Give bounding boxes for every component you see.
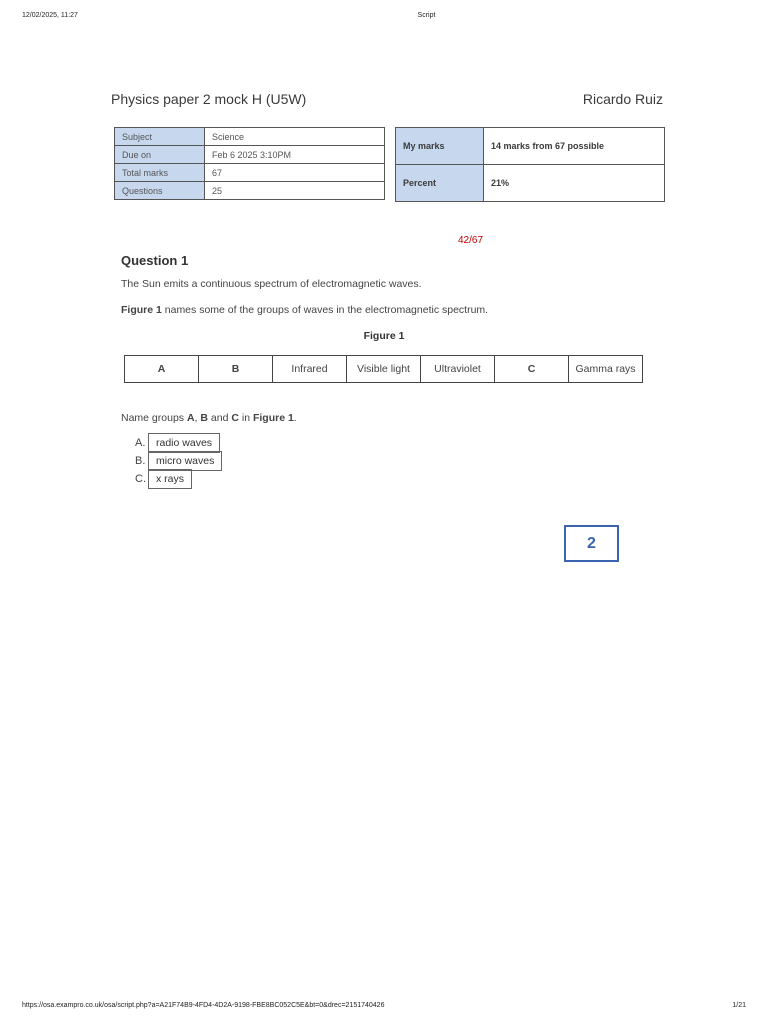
spectrum-cell-visible-light: Visible light (347, 356, 421, 383)
instr-end: . (293, 412, 297, 424)
info-value: 67 (205, 164, 385, 182)
info-label: Questions (115, 182, 205, 200)
instr-b: B (200, 412, 208, 424)
marks-row (396, 128, 665, 165)
spectrum-cell-a: A (125, 356, 199, 383)
spectrum-row (125, 356, 643, 383)
info-row-due (115, 146, 385, 164)
answer-c-letter: C. (135, 473, 146, 485)
paper-title: Physics paper 2 mock H (U5W) (111, 91, 307, 107)
figure-caption: Figure 1 (363, 330, 405, 342)
figure-ref-text: names some of the groups of waves in the electromagnetic spectrum. (161, 304, 489, 316)
instr-pre: Name groups (121, 412, 187, 424)
instr-sep2: and (207, 412, 232, 424)
paper-info-table (114, 127, 385, 200)
question-mark-badge: 2 (564, 525, 619, 562)
info-row-subject (115, 128, 385, 146)
info-label: Total marks (115, 164, 205, 182)
instr-sep1: , (194, 412, 201, 424)
answer-b-letter: B. (135, 455, 146, 467)
spectrum-table (124, 355, 643, 383)
spectrum-cell-infrared: Infrared (273, 356, 347, 383)
info-value: Feb 6 2025 3:10PM (205, 146, 385, 164)
marks-summary-table (395, 127, 665, 202)
print-page-number: 1/21 (732, 1002, 746, 1009)
info-row-questions (115, 182, 385, 200)
figure-ref-bold: Figure 1 (121, 304, 162, 316)
info-value: Science (205, 128, 385, 146)
answer-b-field: micro waves (148, 451, 222, 471)
instr-c: C (231, 412, 239, 424)
question-intro: The Sun emits a continuous spectrum of electromagnetic waves. (121, 278, 422, 290)
marks-value: 14 marks from 67 possible (484, 128, 665, 165)
answer-c-field: x rays (148, 469, 192, 489)
percent-row (396, 165, 665, 202)
info-row-total-marks (115, 164, 385, 182)
spectrum-cell-ultraviolet: Ultraviolet (421, 356, 495, 383)
instr-fig: Figure 1 (252, 412, 294, 424)
print-title: Script (417, 12, 436, 19)
answer-a-letter: A. (135, 437, 146, 449)
spectrum-cell-gamma-rays: Gamma rays (569, 356, 643, 383)
question-title: Question 1 (121, 253, 189, 268)
student-name: Ricardo Ruiz (582, 91, 663, 107)
instr-mid: in (238, 412, 253, 424)
info-label: Due on (115, 146, 205, 164)
spectrum-cell-b: B (199, 356, 273, 383)
instr-a: A (186, 412, 195, 424)
info-label: Subject (115, 128, 205, 146)
score-annotation: 42/67 (458, 235, 484, 246)
question-figure-reference (121, 304, 488, 316)
answer-a-field: radio waves (148, 433, 220, 453)
print-datetime: 12/02/2025, 11:27 (22, 12, 78, 19)
percent-label: Percent (396, 165, 484, 202)
info-value: 25 (205, 182, 385, 200)
spectrum-cell-c: C (495, 356, 569, 383)
print-url: https://osa.exampro.co.uk/osa/script.php?a=A21F74B9-4FD4-4D2A-9198-FBE8BC052C5E&bt=0&drec=2151740426 (22, 1002, 385, 1009)
percent-value: 21% (484, 165, 665, 202)
marks-label: My marks (396, 128, 484, 165)
question-instruction (121, 412, 297, 424)
